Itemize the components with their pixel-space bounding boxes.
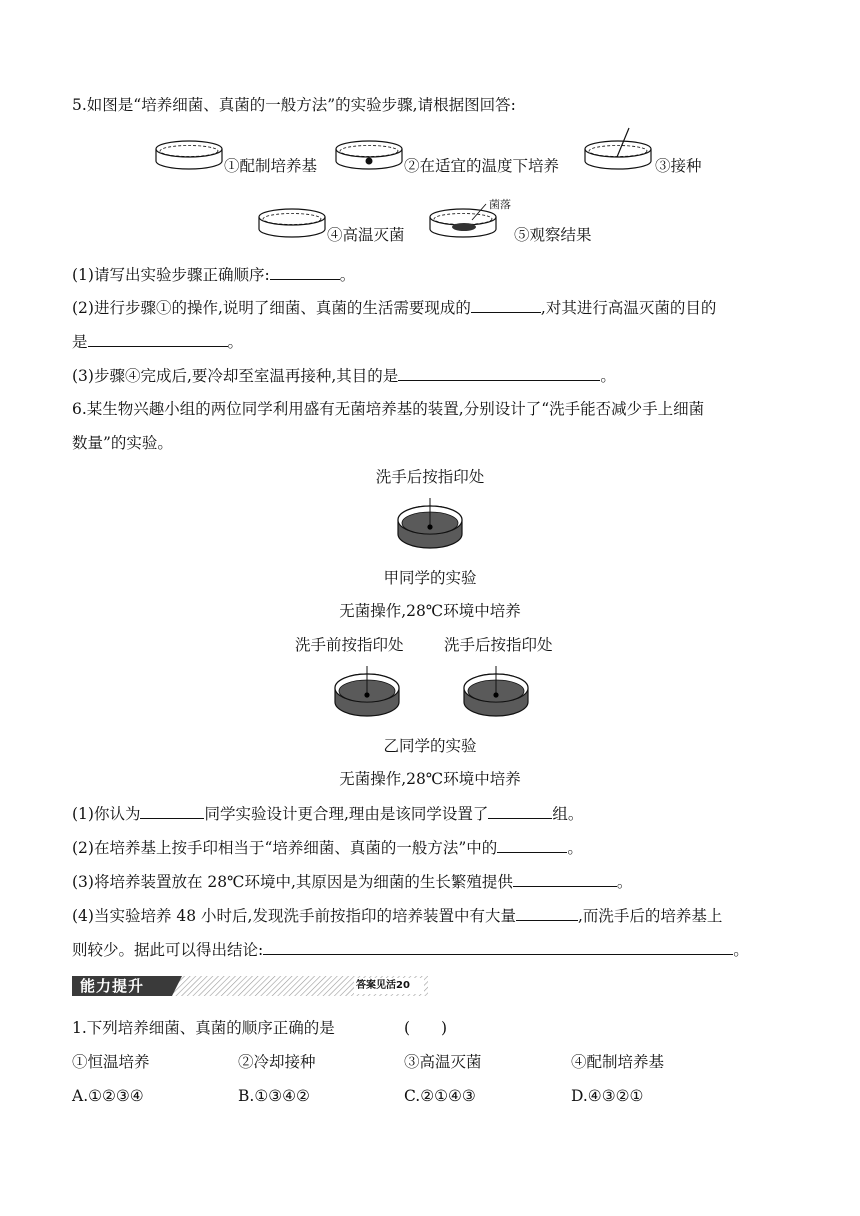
step-4-label: ④高温灭菌 (327, 226, 405, 244)
jia-condition: 无菌操作,28℃环境中培养 (339, 602, 521, 620)
dish-step-4 (257, 207, 327, 241)
step-1-label: ①配制培养基 (224, 157, 318, 175)
q6-stem-1: 6.某生物兴趣小组的两位同学利用盛有无菌培养基的装置,分别设计了“洗手能否减少手上细菌 (72, 400, 705, 418)
yi-dish-after (462, 664, 530, 722)
answer-blank[interactable] (513, 870, 617, 887)
q6-sub1: (1)你认为 同学实验设计更合理,理由是该同学设置了 组。 (72, 802, 583, 825)
q5-stem: 5.如图是“培养细菌、真菌的一般方法”的实验步骤,请根据图回答: (72, 96, 516, 114)
jia-dish (396, 496, 464, 554)
yi-condition: 无菌操作,28℃环境中培养 (339, 770, 521, 788)
step-3-label: ③接种 (655, 157, 702, 175)
dish-step-1 (154, 139, 224, 173)
dish-step-3 (583, 126, 655, 174)
q1-answer-paren[interactable]: ( ) (404, 1019, 448, 1037)
q1-item-3: ③高温灭菌 (404, 1053, 482, 1071)
q5-sub2: (2)进行步骤①的操作,说明了细菌、真菌的生活需要现成的 ,对其进行高温灭菌的目的 (72, 296, 716, 319)
q1-option-c[interactable]: C.②①④③ (404, 1087, 476, 1105)
answer-blank[interactable] (140, 802, 204, 819)
q5-sub3: (3)步骤④完成后,要冷却至室温再接种,其目的是 。 (72, 364, 616, 387)
jia-caption: 甲同学的实验 (383, 569, 477, 587)
q5-sub2-cont: 是 。 (72, 330, 243, 353)
jia-top-label: 洗手后按指印处 (375, 468, 485, 486)
q1-option-b[interactable]: B.①③④② (238, 1087, 310, 1105)
colony-label: 菌落 (489, 198, 511, 211)
q1-option-d[interactable]: D.④③②① (571, 1087, 644, 1105)
yi-dish-before (333, 664, 401, 722)
step-2-label: ②在适宜的温度下培养 (404, 157, 560, 175)
answer-blank[interactable] (471, 296, 541, 313)
step-5-label: ⑤观察结果 (514, 226, 592, 244)
answer-blank[interactable] (398, 364, 600, 381)
answer-blank[interactable] (516, 904, 578, 921)
answer-blank[interactable] (497, 836, 567, 853)
q1-option-a[interactable]: A.①②③④ (72, 1087, 144, 1105)
q1-item-2: ②冷却接种 (238, 1053, 316, 1071)
yi-caption: 乙同学的实验 (383, 737, 477, 755)
banner-answer-ref: 答案见活20 (356, 980, 410, 991)
q6-sub4: (4)当实验培养 48 小时后,发现洗手前按指印的培养装置中有大量 ,而洗手后的培养基上 (72, 904, 722, 927)
dish-step-2 (334, 139, 404, 173)
q6-stem-2: 数量”的实验。 (72, 434, 173, 452)
q6-sub4-cont: 则较少。据此可以得出结论: 。 (72, 938, 749, 961)
answer-blank[interactable] (263, 938, 733, 955)
q5-sub1: (1)请写出实验步骤正确顺序: 。 (72, 263, 355, 286)
yi-right-label: 洗手后按指印处 (444, 636, 553, 654)
q6-sub3: (3)将培养装置放在 28℃环境中,其原因是为细菌的生长繁殖提供 。 (72, 870, 632, 893)
answer-blank[interactable] (488, 802, 552, 819)
answer-blank[interactable] (88, 330, 228, 347)
answer-blank[interactable] (270, 263, 340, 280)
q1-item-1: ①恒温培养 (72, 1053, 150, 1071)
q6-sub2: (2)在培养基上按手印相当于“培养细菌、真菌的一般方法”中的 。 (72, 836, 583, 859)
yi-left-label: 洗手前按指印处 (295, 636, 404, 654)
banner-title: 能力提升 (80, 977, 145, 995)
q1-stem: 1.下列培养细菌、真菌的顺序正确的是 (72, 1019, 335, 1037)
q1-item-4: ④配制培养基 (571, 1053, 665, 1071)
